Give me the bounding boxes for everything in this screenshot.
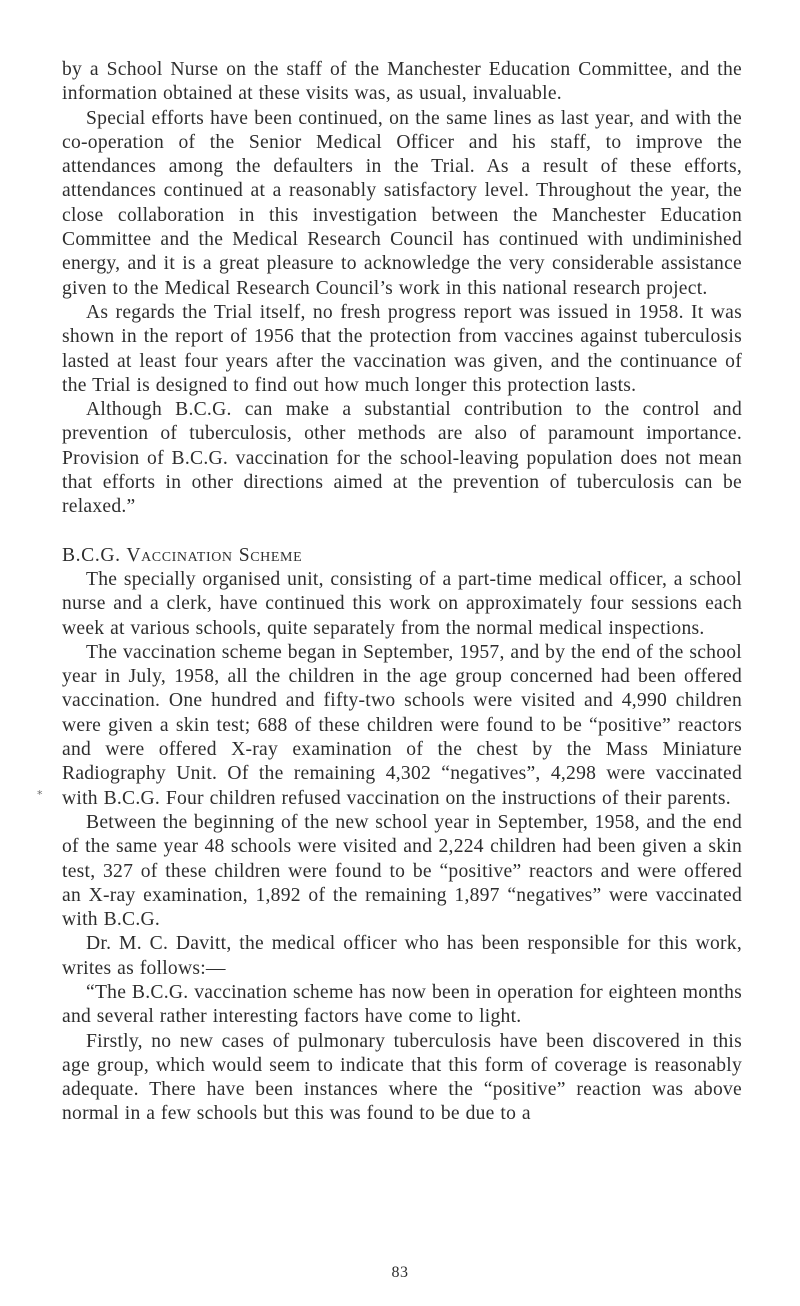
paragraph-dr-davitt: Dr. M. C. Davitt, the medical officer who has been responsible for this work, writes as follows:— [62, 933, 742, 979]
paragraph-quote-opening: “The B.C.G. vaccination scheme has now been in operation for eighteen months and several rather interesting factors have come to light. [62, 981, 742, 1028]
paragraph-new-school-year: Between the beginning of the new school year in September, 1958, and the end of the same year 48 schools were visited and 2,224 children had been given a skin test, 327 of these children were found to be “positive” reactors and were offered an X-ray examination, 1,892 of the remaining 1,897 “negatives” were vaccinated with B.C.G. [62, 811, 742, 931]
margin-mark: * [37, 788, 43, 801]
paragraph-organised-unit: The specially organised unit, consisting of a part-time medical officer, a school nurse and a clerk, have continued this work on approximately four sessions each week at various schools, quite separately from the normal medical inspections. [62, 568, 742, 639]
paragraph-continuation: by a School Nurse on the staff of the Manchester Education Committee, and the information obtained at these visits was, as usual, invaluable. [62, 59, 742, 105]
paragraph-bcg-contribution: Although B.C.G. can make a substantial contribution to the control and prevention of tuberculosis, other methods are also of paramount importance. Provision of B.C.G. vaccination for the school-leaving population does not mean that efforts in other directions aimed at the prevention of tuberculosis can be relaxed.” [62, 399, 742, 518]
section-heading: B.C.G. Vaccination Scheme [62, 544, 303, 566]
page-number: 83 [391, 1264, 409, 1281]
paragraph-firstly: Firstly, no new cases of pulmonary tuberculosis have been discovered in this age group, which would seem to indicate that this form of coverage is reasonably adequate. There have been instances where the “positive” reaction was above normal in a few schools but this was found to be due to a [62, 1030, 742, 1125]
paragraph-trial-progress: As regards the Trial itself, no fresh progress report was issued in 1958. It was shown in the report of 1956 that the protection from vaccines against tuberculosis lasted at least four years after the vaccination was given, and the continuance of the Trial is designed to find out how much longer this protection lasts. [62, 301, 742, 396]
paragraph-special-efforts: Special efforts have been continued, on the same lines as last year, and with the co-operation of the Senior Medical Officer and his staff, to improve the attendances among the defaulters in the Trial. As a result of these efforts, attendances continued at a reasonably satisfactory level. Throughout the year, the close collaboration in this investigation between the Manchester Education Committee and the Medical Research Council has continued with undiminished energy, and it is a great pleasure to acknowledge the very considerable assistance given to the Medical Research Council’s work in this national research project. [62, 107, 742, 299]
document-page [62, 58, 742, 1127]
paragraph-scheme-began: The vaccination scheme began in September, 1957, and by the end of the school year in July, 1958, all the children in the age group concerned had been offered vaccination. One hundred and fifty-two schools were visited and 4,990 children were given a skin test; 688 of these children were found to be “positive” reactors and were offered X-ray examination of the chest by the Mass Miniature Radiography Unit. Of the remaining 4,302 “negatives”, 4,298 were vaccinated with B.C.G. Four children refused vaccination on the instructions of their parents. [62, 641, 742, 809]
